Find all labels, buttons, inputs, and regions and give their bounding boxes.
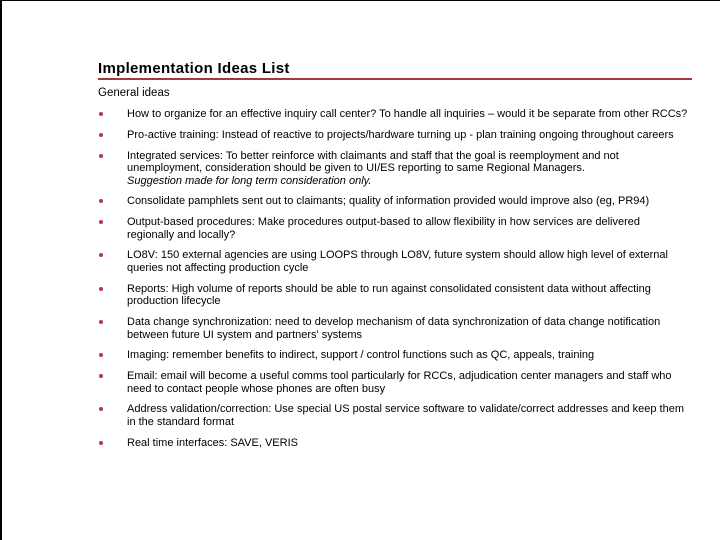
bullet-icon bbox=[99, 320, 103, 324]
slide-title: Implementation Ideas List bbox=[98, 60, 290, 77]
list-item bbox=[98, 403, 688, 428]
list-item bbox=[98, 437, 688, 450]
bullet-text: Reports: High volume of reports should be able to run against consolidated consistent data without affecting production lifecycle bbox=[127, 282, 651, 308]
bullet-text: Imaging: remember benefits to indirect, support / control functions such as QC, appeals, training bbox=[127, 349, 595, 362]
list-item bbox=[98, 349, 688, 362]
bullet-text: Consolidate pamphlets sent out to claimants; quality of information provided would improve also (eg, PR94) bbox=[127, 195, 650, 208]
bullet-icon bbox=[99, 220, 103, 224]
bullet-icon bbox=[99, 253, 103, 257]
bullet-italic-note: Suggestion made for long term consideration only. bbox=[127, 174, 372, 187]
list-item bbox=[98, 216, 688, 241]
list-item bbox=[98, 150, 688, 188]
list-item bbox=[98, 283, 688, 308]
bullet-text: Pro-active training: Instead of reactive to projects/hardware turning up - plan training ongoing throughout careers bbox=[127, 128, 674, 141]
list-item bbox=[98, 129, 688, 142]
bullet-icon bbox=[99, 353, 103, 357]
bullet-icon bbox=[99, 133, 103, 137]
list-item bbox=[98, 370, 688, 395]
list-item bbox=[98, 108, 688, 121]
bullet-text-wrapper bbox=[127, 150, 619, 187]
bullet-text: Data change synchronization: need to develop mechanism of data synchronization of data change notification between future UI system and partners' systems bbox=[127, 316, 661, 341]
ideas-bullet-list bbox=[98, 108, 688, 458]
bullet-text: Address validation/correction: Use special US postal service software to validate/correct addresses and keep them in the standard format bbox=[127, 403, 684, 428]
list-item bbox=[98, 316, 688, 341]
title-underline-rule bbox=[98, 78, 692, 80]
bullet-icon bbox=[99, 199, 103, 203]
bullet-text: How to organize for an effective inquiry call center? To handle all inquiries – would it be separate from other RCCs? bbox=[127, 108, 688, 120]
bullet-text: Output-based procedures: Make procedures output-based to allow flexibility in how services are delivered regionally and locally? bbox=[127, 216, 640, 241]
bullet-icon bbox=[99, 441, 103, 445]
bullet-icon bbox=[99, 287, 103, 291]
bullet-text: LO8V: 150 external agencies are using LOOPS through LO8V, future system should allow high level of external queries not affecting production cycle bbox=[127, 249, 668, 274]
bullet-icon bbox=[99, 407, 103, 411]
bullet-text: Real time interfaces: SAVE, VERIS bbox=[127, 436, 298, 449]
list-item bbox=[98, 249, 688, 274]
bullet-text: Integrated services: To better reinforce with claimants and staff that the goal is reemployment and not unemployment, consideration should be given to UI/ES reporting to same Regional Managers. bbox=[127, 149, 619, 175]
bullet-icon bbox=[99, 374, 103, 378]
list-item bbox=[98, 195, 688, 208]
bullet-text: Email: email will become a useful comms tool particularly for RCCs, adjudication center managers and staff who need to contact people whose phones are often busy bbox=[127, 370, 672, 395]
bullet-icon bbox=[99, 154, 103, 158]
bullet-icon bbox=[99, 112, 103, 116]
section-heading: General ideas bbox=[98, 87, 170, 99]
